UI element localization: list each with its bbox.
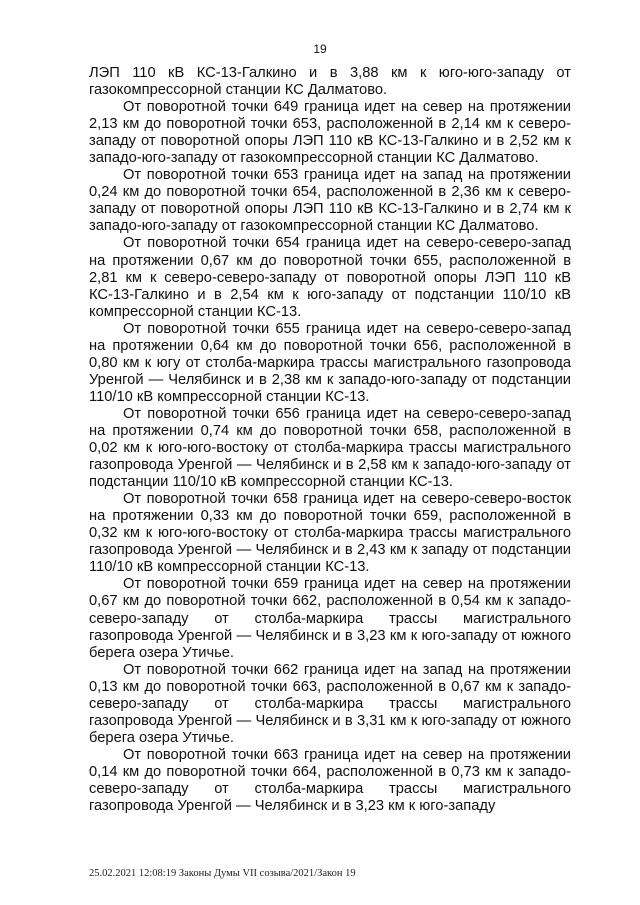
paragraph: От поворотной точки 663 граница идет на север на протяжении 0,14 км до поворотной точки 664, расположенной в 0,73 км к западо-северо-западу от столба-маркира трассы магистрального газопровода Уренгой — Челябинск и в 3,23 км к юго-западу [89, 746, 571, 815]
paragraph: От поворотной точки 649 граница идет на север на протяжении 2,13 км до поворотной точки 653, расположенной в 2,14 км к северо-западу от поворотной опоры ЛЭП 110 кВ КС-13-Галкино и в 2,52 км к западо-юго-западу от газокомпрессорной станции КС Далматово. [89, 99, 571, 167]
paragraph: От поворотной точки 659 граница идет на север на протяжении 0,67 км до поворотной точки 662, расположенной в 0,54 км к западо-северо-западу от столба-маркира трассы магистрального газопровода Уренгой — Челябинск и в 3,23 км к юго-западу от южного берега озера Утичье. [89, 576, 571, 661]
paragraph: От поворотной точки 656 граница идет на северо-северо-запад на протяжении 0,74 км до поворотной точки 658, расположенной в 0,02 км к юго-юго-востоку от столба-маркира трассы магистрального газопровода Уренгой — Челябинск и в 2,58 км к западо-юго-западу от подстанции 110/10 кВ компрессорной станции КС-13. [89, 405, 571, 491]
document-footer: 25.02.2021 12:08:19 Законы Думы VII созыва/2021/Закон 19 [89, 868, 356, 879]
paragraph: ЛЭП 110 кВ КС-13-Галкино и в 3,88 км к юго-юго-западу от газокомпрессорной станции КС Далматово. [89, 65, 571, 99]
paragraph: От поворотной точки 654 граница идет на северо-северо-запад на протяжении 0,67 км до поворотной точки 655, расположенной в 2,81 км к северо-северо-западу от поворотной опоры ЛЭП 110 кВ КС-13-Галкино и в 2,54 км к юго-западу от подстанции 110/10 кВ компрессорной станции КС-13. [89, 235, 571, 320]
paragraph: От поворотной точки 662 граница идет на запад на протяжении 0,13 км до поворотной точки 663, расположенной в 0,67 км к западо-северо-западу от столба-маркира трассы магистрального газопровода Уренгой — Челябинск и в 3,31 км к юго-западу от южного берега озера Утичье. [89, 661, 571, 746]
page-number: 19 [313, 42, 327, 56]
paragraph: От поворотной точки 653 граница идет на запад на протяжении 0,24 км до поворотной точки 654, расположенной в 2,36 км к северо-западу от поворотной опоры ЛЭП 110 кВ КС-13-Галкино и в 2,74 км к западо-юго-западу от газокомпрессорной станции КС Далматово. [89, 167, 571, 235]
document-body [89, 65, 571, 815]
paragraph: От поворотной точки 658 граница идет на северо-северо-восток на протяжении 0,33 км до поворотной точки 659, расположенной в 0,32 км к юго-юго-востоку от столба-маркира трассы магистрального газопровода Уренгой — Челябинск и в 2,43 км к западу от подстанции 110/10 кВ компрессорной станции КС-13. [89, 491, 571, 576]
paragraph: От поворотной точки 655 граница идет на северо-северо-запад на протяжении 0,64 км до поворотной точки 656, расположенной в 0,80 км к югу от столба-маркира трассы магистрального газопровода Уренгой — Челябинск и в 2,38 км к западо-юго-западу от подстанции 110/10 кВ компрессорной станции КС-13. [89, 320, 571, 405]
